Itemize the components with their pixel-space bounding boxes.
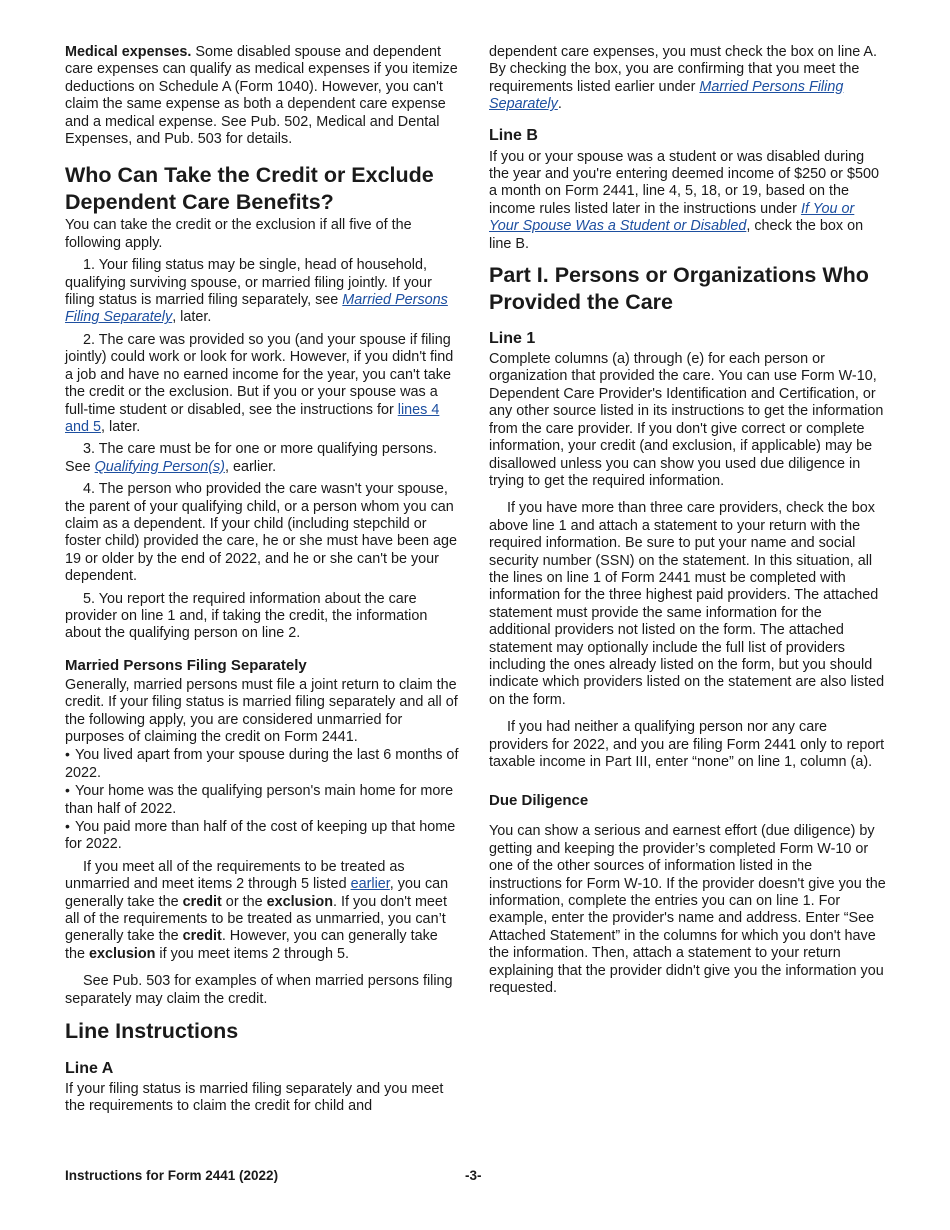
part-1-heading: Part I. Persons or Organizations Who Provided the Care (489, 263, 869, 314)
medical-expenses-text: Some disabled spouse and dependent care expenses can qualify as medical expenses if you itemize deductions on Schedule A (Form 1040). However, you can't claim the same expense as both a dependent care expense and a medical expense. See Pub. 502, Medical and Dental Expenses, and Pub. 503 for details. (65, 44, 458, 148)
line-1-heading: Line 1 (489, 330, 536, 348)
lines-4-and-5-link[interactable]: lines 4 and 5 (65, 401, 440, 435)
who-item-5: 5. You report the required information about the care provider on line 1 and, if taking the credit, the information about the qualifying person on line 2. (65, 590, 428, 642)
line-instructions-heading: Line Instructions (65, 1019, 239, 1044)
footer-title: Instructions for Form 2441 (2022) (65, 1168, 279, 1183)
left-column (65, 44, 461, 1115)
line-a-continued: dependent care expenses, you must check the box on line A. By checking the box, you are confirming that you meet the requirements listed earlier under Married Persons Filing Separately. (489, 44, 877, 113)
married-bullet-2: • Your home was the qualifying person's main home for more than half of 2022. (65, 782, 461, 818)
line-a-heading: Line A (65, 1059, 114, 1077)
married-paragraph-3: See Pub. 503 for examples of when married persons filing separately may claim the credit. (65, 973, 453, 1007)
line-1-paragraph-2: If you have more than three care providers, check the box above line 1 and attach a statement to your return with the required information. Be sure to put your name and social security number (SSN) on the statement. In this situation, all the lines on line 1 of Form 2441 must be completed with information for the three highest paid providers. The attached statement must provide the same information for the additional providers not listed on the form. The attached statement may optionally include the full list of providers including the ones already listed on the form, but you should indicate which providers listed on the statement are also listed on the form. (489, 500, 885, 708)
married-filing-separately-heading: Married Persons Filing Separately (65, 656, 307, 674)
married-bullet-3: • You paid more than half of the cost of keeping up that home for 2022. (65, 818, 461, 854)
married-paragraph-1: Generally, married persons must file a joint return to claim the credit. If your filing status is married filing separately and all of the following apply, you are considered unmarried for purposes of claiming the credit on Form 2441. (65, 676, 458, 745)
who-can-take-heading: Who Can Take the Credit or Exclude Dependent Care Benefits? (65, 163, 434, 214)
student-or-disabled-link[interactable]: If You or Your Spouse Was a Student or Disabled (489, 200, 855, 235)
due-diligence-text: You can show a serious and earnest effort (due diligence) by getting and keeping the provider’s completed Form W-10 or one of the other sources of information listed in the instructions for Form W-10. If the provider doesn't give you the information, complete the entries you can on line 1. For example, enter the provider's name and address. Enter “See Attached Statement” in the columns for which you don't have the information. Then, attach a statement to your return explaining that the provider didn't give you the information you requested. (489, 823, 886, 997)
qualifying-persons-link[interactable]: Qualifying Person(s) (94, 458, 225, 475)
line-b-heading: Line B (489, 126, 538, 144)
line-1-paragraph-3: If you had neither a qualifying person nor any care providers for 2022, and you are filing Form 2441 only to report taxable income in Part III, enter “none” on line 1, column (a). (489, 719, 885, 770)
who-item-2: 2. The care was provided so you (and your spouse if filing jointly) could work or look for work. However, if you didn't find a job and have no earned income for the year, you can't take the credit or the exclusion. But if you or your spouse was a full-time student or disabled, see the instructions for lines 4 and 5, later. (65, 331, 454, 435)
page-footer (65, 1168, 887, 1188)
who-intro: You can take the credit or the exclusion if all five of the following apply. (65, 217, 412, 251)
due-diligence-heading: Due Diligence (489, 792, 589, 810)
who-item-4: 4. The person who provided the care wasn't your spouse, the parent of your qualifying child, or a person whom you can claim as a dependent. If your child (including stepchild or foster child) provided the care, he or she must have been age 19 or older by the end of 2022, and he or she can't be your dependent. (65, 481, 457, 585)
line-1-paragraph-1: Complete columns (a) through (e) for each person or organization that provided the care. You can use Form W-10, Dependent Care Provider's Identification and Certification, or any other source listed in its instructions to get the information from the care provider. If you don't give correct or complete information, your credit (and exclusion, if applicable) may be disallowed unless you can show you used due diligence in trying to get the required information. (489, 351, 884, 489)
married-persons-link[interactable]: Married Persons Filing Separately (65, 292, 448, 326)
earlier-link[interactable]: earlier (350, 876, 390, 893)
line-b-text: If you or your spouse was a student or was disabled during the year and you're entering deemed income of $250 or $500 a month on Form 2441, line 4, 5, 18, or 19, based on the income rules listed later in the instructions under If You or Your Spouse Was a Student or Disabled, check the box on line B. (489, 148, 879, 252)
line-a-text: If your filing status is married filing separately and you meet the requirements to claim the credit for child and (65, 1080, 444, 1114)
page-number: -3- (465, 1168, 482, 1183)
married-persons-link-2[interactable]: Married Persons Filing Separately (489, 78, 844, 113)
married-paragraph-2: If you meet all of the requirements to be treated as unmarried and meet items 2 through 5 listed earlier, you can generally take the credit or the exclusion. If you don't meet all of the requirements to be treated as unmarried, you can’t generally take the credit. However, you can generally take the exclusion if you meet items 2 through 5. (65, 858, 449, 962)
medical-expenses-paragraph (65, 44, 461, 148)
medical-expenses-heading: Medical expenses. (65, 44, 192, 60)
right-column (489, 44, 887, 997)
who-item-3: 3. The care must be for one or more qualifying persons. See Qualifying Person(s), earlier. (65, 441, 438, 475)
who-item-1: 1. Your filing status may be single, head of household, qualifying surviving spouse, or married filing jointly. If your filing status is married filing separately, see Married Persons Filing Separately, later. (65, 257, 448, 326)
married-bullet-1: • You lived apart from your spouse during the last 6 months of 2022. (65, 746, 461, 782)
